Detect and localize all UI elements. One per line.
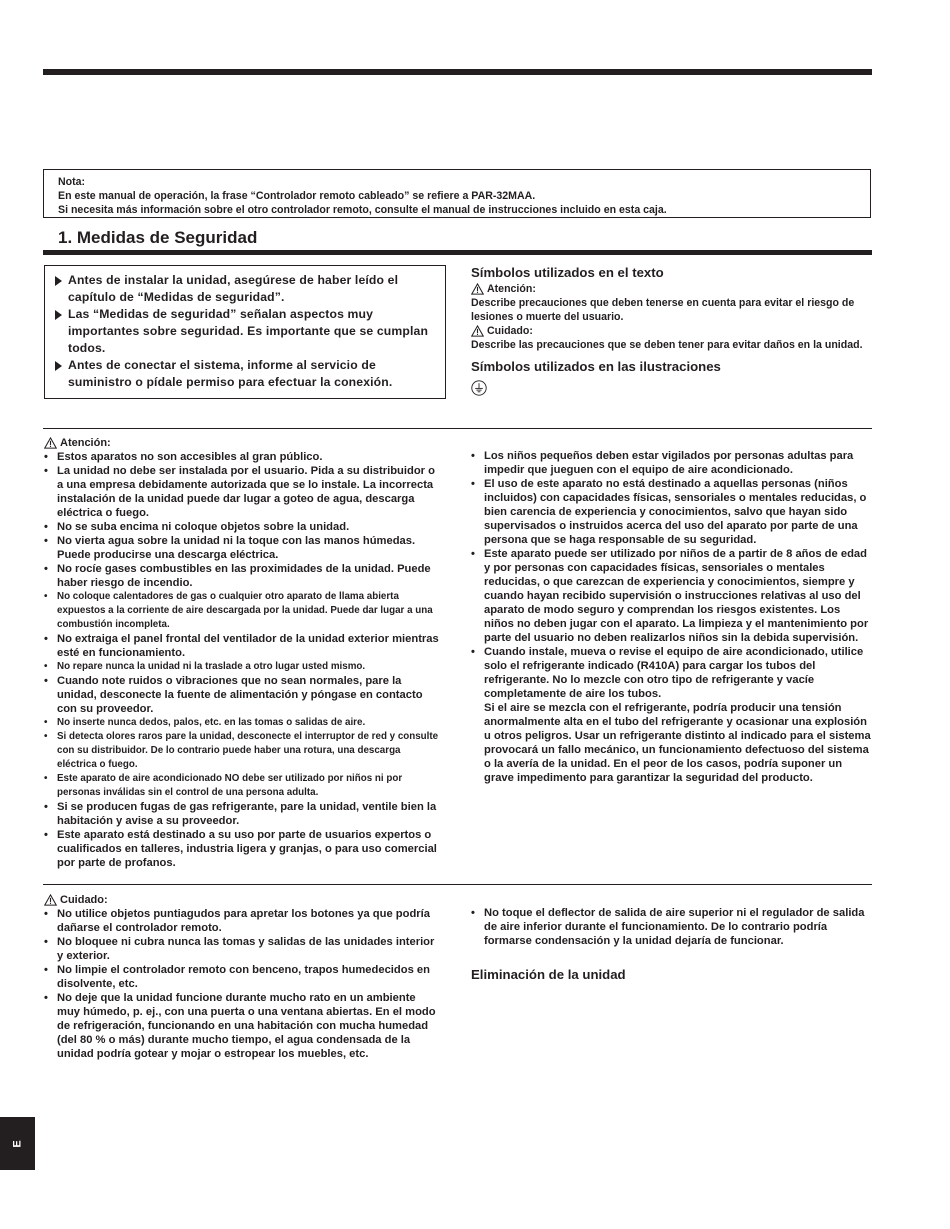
caution-right-column xyxy=(471,906,873,948)
divider xyxy=(43,884,872,885)
list-item: • No toque el deflector de salida de aire superior ni el regulador de salida de aire inferior durante el funcionamiento. De lo contrario podría formarse condensación y la unidad dejaría de funcionar. xyxy=(471,906,873,948)
list-item: • Cuando instale, mueva o revise el equipo de aire acondicionado, utilice solo el refrigerante indicado (R410A) para cargar los tubos del refrigerante. No lo mezcle con otro tipo de refrigerante y vacíe completamente de aire los tubos. xyxy=(471,645,873,701)
triangle-bullet-icon xyxy=(55,310,62,320)
triangle-bullet-icon xyxy=(55,361,62,371)
list-item: • La unidad no debe ser instalada por el usuario. Pida a su distribuidor o a una empresa debidamente autorizada que se lo instale. La incorrecta instalación de la unidad puede dar lugar a goteo de agua, descarga eléctrica o fuego. xyxy=(44,464,439,520)
caution-icon xyxy=(44,894,57,906)
intro-item: Antes de conectar el sistema, informe al servicio de suministro o pídale permiso para efectuar la conexión. xyxy=(55,357,435,391)
divider xyxy=(43,428,872,429)
note-line: Si necesita más información sobre el otro controlador remoto, consulte el manual de instrucciones incluido en esta caja. xyxy=(58,204,667,216)
intro-box xyxy=(44,265,446,399)
symbols-illustrations-heading: Símbolos utilizados en las ilustraciones xyxy=(471,359,721,374)
list-item: • Estos aparatos no son accesibles al gran público. xyxy=(44,450,439,464)
list-item: • No extraiga el panel frontal del ventilador de la unidad exterior mientras esté en funcionamiento. xyxy=(44,632,439,660)
list-item: • Este aparato puede ser utilizado por niños de a partir de 8 años de edad y por personas con capacidades físicas, sensoriales o mentales reducidas, o que carezcan de experiencia y conocimientos, siempre y cuando hayan recibido supervisión o instrucciones relativas al uso del aparato de modo seguro y comprendan los riesgos existentes. Los niños no deben jugar con el aparato. La limpieza y el mantenimiento por parte del usuario no deben realizarlos niños sin la debida supervisión. xyxy=(471,547,873,645)
list-item: • Si se producen fugas de gas refrigerante, pare la unidad, ventile bien la habitación y avise a su proveedor. xyxy=(44,800,439,828)
symbols-text-heading: Símbolos utilizados en el texto xyxy=(471,265,664,280)
symbols-panel xyxy=(471,264,873,396)
list-item: • No bloquee ni cubra nunca las tomas y salidas de las unidades interior y exterior. xyxy=(44,935,439,963)
intro-item: Antes de instalar la unidad, asegúrese de haber leído el capítulo de “Medidas de seguridad”. xyxy=(55,272,435,306)
section-title: 1. Medidas de Seguridad xyxy=(58,228,258,247)
caution-left-column xyxy=(44,893,439,1061)
list-item: • No deje que la unidad funcione durante mucho rato en un ambiente muy húmedo, p. ej., con una puerta o una ventana abiertas. En el modo de refrigeración, funcionando en una habitación con mucha humedad (del 80 % o más) durante mucho tiempo, el agua condensada de la unidad podría gotear y mojar o estropear los muebles, etc. xyxy=(44,991,439,1061)
list-item: • Los niños pequeños deben estar vigilados por personas adultas para impedir que jueguen con el equipo de aire acondicionado. xyxy=(471,449,873,477)
ground-symbol-icon xyxy=(471,380,487,396)
warning-left-column xyxy=(44,436,439,870)
top-rule xyxy=(43,69,872,75)
list-item: • No rocíe gases combustibles en las proximidades de la unidad. Puede haber riesgo de incendio. xyxy=(44,562,439,590)
list-item: • No utilice objetos puntiagudos para apretar los botones ya que podría dañarse el controlador remoto. xyxy=(44,907,439,935)
list-item: • No limpie el controlador remoto con benceno, trapos humedecidos en disolvente, etc. xyxy=(44,963,439,991)
list-item: • No coloque calentadores de gas o cualquier otro aparato de llama abierta expuestos a la corriente de aire descargada por la unidad. Puede dar lugar a una combustión incompleta. xyxy=(44,590,439,632)
list-item: • No se suba encima ni coloque objetos sobre la unidad. xyxy=(44,520,439,534)
warning-heading: Atención: xyxy=(44,436,439,450)
warning-icon xyxy=(471,283,484,295)
list-item: • El uso de este aparato no está destinado a aquellas personas (niños incluidos) con capacidades físicas, sensoriales o mentales reducidas, o bien carencia de experiencia y conocimientos, salvo que hayan sido supervisados o instruidos acerca del uso del aparato por parte de una persona que se haga responsable de su seguridad. xyxy=(471,477,873,547)
intro-item: Las “Medidas de seguridad” señalan aspectos muy importantes sobre seguridad. Es importante que se cumplan todos. xyxy=(55,306,435,357)
warning-description: Describe precauciones que deben tenerse en cuenta para evitar el riesgo de lesiones o muerte del usuario. xyxy=(471,297,855,323)
language-tab: E xyxy=(0,1117,35,1170)
warning-icon xyxy=(44,437,57,449)
note-title: Nota: xyxy=(58,176,86,188)
list-item: • Cuando note ruidos o vibraciones que no sean normales, pare la unidad, desconecte la fuente de alimentación y póngase en contacto con su proveedor. xyxy=(44,674,439,716)
list-item: • No repare nunca la unidad ni la traslade a otro lugar usted mismo. xyxy=(44,660,439,674)
warning-label-row: Atención: xyxy=(471,282,873,296)
list-item: • Este aparato de aire acondicionado NO debe ser utilizado por niños ni por personas inválidas sin el control de una persona adulta. xyxy=(44,772,439,800)
warning-right-column xyxy=(471,449,873,785)
caution-heading: Cuidado: xyxy=(44,893,439,907)
list-item: • Este aparato está destinado a su uso por parte de usuarios expertos o cualificados en talleres, industria ligera y granjas, o para uso comercial por parte de profanos. xyxy=(44,828,439,870)
note-line: En este manual de operación, la frase “Controlador remoto cableado” se refiere a PAR-32MAA. xyxy=(58,190,536,202)
caution-icon xyxy=(471,325,484,337)
caution-description: Describe las precauciones que se deben tener para evitar daños en la unidad. xyxy=(471,339,863,351)
caution-label-row: Cuidado: xyxy=(471,324,873,338)
list-item-continuation: Si el aire se mezcla con el refrigerante, podría producir una tensión anormalmente alta en el tubo del refrigerante y ocasionar una explosión u otros peligros. Usar un refrigerante distinto al indicado para el sistema provocará un fallo mecánico, un funcionamiento defectuoso del sistema o la avería de la unidad. En el peor de los casos, podría suponer un grave impedimento para garantizar la seguridad del producto. xyxy=(484,702,871,784)
list-item: • Si detecta olores raros pare la unidad, desconecte el interruptor de red y consulte con su distribuidor. De lo contrario puede haber una rotura, una descarga eléctrica o fuego. xyxy=(44,730,439,772)
triangle-bullet-icon xyxy=(55,276,62,286)
list-item: • No vierta agua sobre la unidad ni la toque con las manos húmedas. Puede producirse una descarga eléctrica. xyxy=(44,534,439,562)
section-rule xyxy=(43,250,872,255)
list-item: • No inserte nunca dedos, palos, etc. en las tomas o salidas de aire. xyxy=(44,716,439,730)
disposal-title: Eliminación de la unidad xyxy=(471,967,626,982)
note-box xyxy=(43,169,871,218)
